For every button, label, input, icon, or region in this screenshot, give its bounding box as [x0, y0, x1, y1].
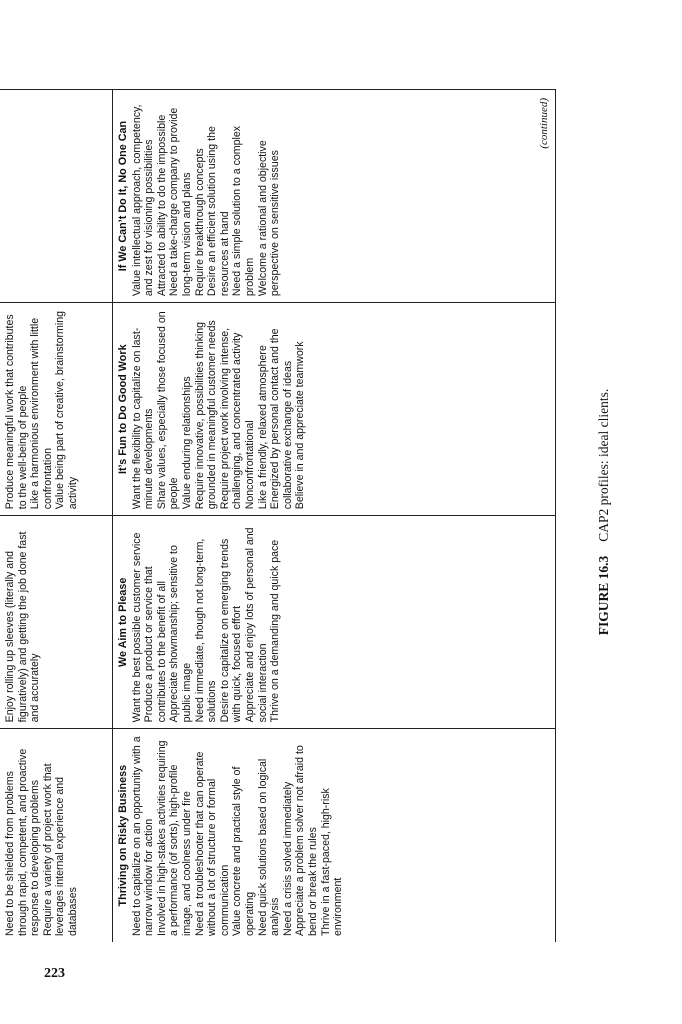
profiles-table: [0, 89, 556, 942]
table-cell: [113, 90, 556, 303]
list-item: Need a simple solution to a complex problem: [231, 125, 256, 297]
list-item: Enjoy rolling up sleeves (literally and figuratively) and getting the job done fast and accurately: [4, 531, 42, 723]
list-item: Believe in and appreciate teamwork: [294, 341, 307, 510]
list-item: Require innovative, possibilities thinking grounded in meaningful customer needs: [193, 320, 219, 510]
table-cell: [113, 729, 556, 942]
table-cell: [113, 303, 556, 516]
figure-caption-text: CAP2 profiles: ideal clients.: [596, 388, 611, 542]
list-item: Desire to capitalize on emerging trends with quick, focused effort: [218, 538, 244, 723]
list-item: Appreciate showmanship; sensitive to public image: [168, 545, 193, 723]
list-item: Involved in high-stakes activities requiring a performance (of sorts), high-profile image, and coolness under fire: [155, 740, 193, 936]
table-cell: [0, 90, 113, 303]
list-item: Like a harmonious environment with little confrontation: [29, 317, 54, 510]
list-item: Desire an efficient solution using the resources at hand: [206, 126, 231, 297]
table-cell: [0, 303, 113, 516]
list-item: Energized by personal contact and the collaborative exchange of ideas: [269, 328, 294, 510]
list-item: Need a take-charge company to provide long-term vision and plans: [168, 107, 193, 297]
profile-heading: We Aim to Please: [117, 577, 129, 668]
table-cell: [113, 516, 556, 729]
list-item: Produce meaningful work that contributes to the well-being of people: [4, 314, 29, 510]
list-item: Like a friendly, relaxed atmosphere: [256, 345, 269, 510]
list-item: Thrive in a fast-paced, high-risk environment: [319, 788, 345, 936]
list-item: Appreciate a problem solver not afraid to bend or break the rules: [294, 745, 319, 936]
list-item: Need to capitalize on an opportunity with a narrow window for action: [130, 736, 156, 936]
page-number: 223: [44, 966, 65, 981]
table-cell: [0, 516, 113, 729]
list-item: Value intellectual approach, competency, and zest for visioning possibilities: [130, 104, 156, 297]
list-item: Need quick solutions based on logical analysis: [256, 758, 282, 936]
list-item: Welcome a rational and objective perspective on sensitive issues: [256, 140, 282, 297]
table-row-bottom: [113, 90, 556, 943]
list-item: Require a variety of project work that leverages internal experience and databases: [41, 763, 79, 936]
list-item: Value concrete and practical style of operating: [231, 766, 256, 936]
list-item: Nonconfrontational: [243, 420, 256, 510]
list-item: Produce a product or service that contributes to the benefit of all: [143, 566, 168, 723]
list-item: Want the flexibility to capitalize on last-minute developments: [130, 327, 156, 510]
list-item: Value enduring relationships: [180, 376, 193, 510]
list-item: Thrive on a demanding and quick pace: [269, 539, 282, 723]
figure-caption: [596, 0, 612, 1024]
figure-label: FIGURE 16.3: [596, 555, 611, 636]
list-item: Need to be shielded from problems through rapid, competent, and proactive response to developing problems: [4, 748, 42, 936]
list-item: Attracted to ability to do the impossible: [155, 114, 168, 297]
continued-note: (continued): [538, 98, 551, 149]
table-cell: [0, 729, 113, 942]
list-item: Need a crisis solved immediately: [281, 781, 294, 936]
table-row-top: [0, 90, 113, 943]
profile-heading: Thriving on Risky Business: [117, 764, 129, 907]
list-item: Share values, especially those focused on people: [155, 311, 181, 510]
list-item: Require project work involving intense, challenging, and concentrated activity: [218, 327, 244, 510]
list-item: Need immediate, though not long-term, solutions: [193, 538, 219, 723]
profile-heading: If We Can’t Do It, No One Can: [117, 120, 129, 272]
profiles-table-container: [0, 89, 556, 942]
list-item: Need a troubleshooter that can operate without a lot of structure or formal communication: [193, 751, 231, 936]
list-item: Appreciate and enjoy lots of personal and social interaction: [243, 527, 269, 723]
list-item: Require breakthrough concepts: [193, 148, 206, 297]
list-item: Want the best possible customer service: [130, 532, 143, 723]
profile-heading: It’s Fun to Do Good Work: [117, 344, 129, 474]
list-item: Value being part of creative, brainstorming activity: [54, 311, 79, 510]
